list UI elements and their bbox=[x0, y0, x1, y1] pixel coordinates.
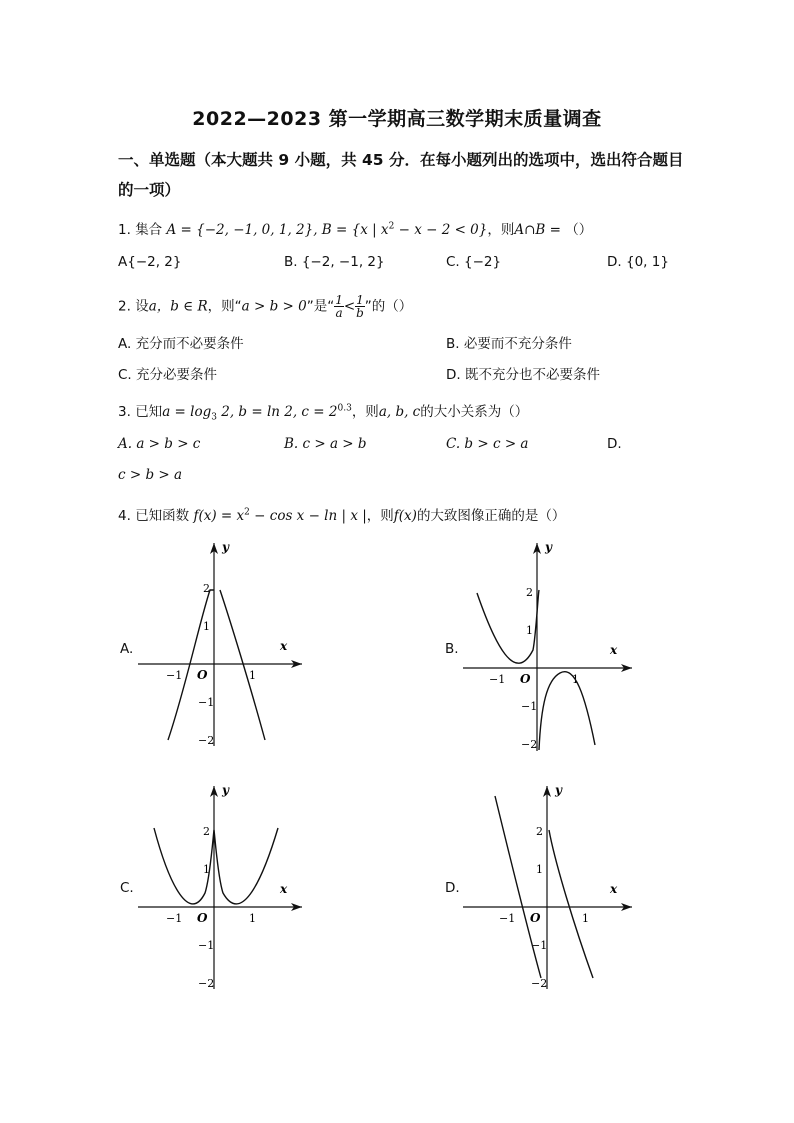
q2-option-b: B. 必要而不充分条件 bbox=[446, 336, 572, 352]
y-tick-label: 2 bbox=[536, 825, 543, 838]
q2-mid: ，则“ bbox=[207, 298, 242, 315]
graph-b bbox=[455, 535, 640, 755]
x-tick-label: −1 bbox=[166, 912, 183, 925]
q3-sup: 0.3 bbox=[337, 403, 352, 414]
q2-frac-2: $\frac{1}{b}$ bbox=[356, 293, 364, 320]
x-tick-label: −1 bbox=[166, 669, 183, 682]
section-heading: 一、单选题（本大题共 9 小题，共 45 分．在每小题列出的选项中，选出符合题目的一项） bbox=[118, 151, 684, 199]
y-tick-label: 1 bbox=[526, 624, 533, 637]
q2-option-a: A. 充分而不必要条件 bbox=[118, 336, 244, 352]
x-axis-label: x bbox=[280, 639, 288, 653]
question-3 bbox=[118, 400, 528, 423]
question-1 bbox=[118, 218, 592, 238]
x-tick-label: 1 bbox=[249, 669, 256, 682]
q1-tail: = （） bbox=[549, 222, 593, 238]
graph-d-curve-right bbox=[549, 830, 593, 978]
q3-tail: ，则 bbox=[351, 404, 379, 420]
y-axis-label: y bbox=[555, 783, 562, 797]
q2-cond1: a > b > 0 bbox=[241, 298, 307, 315]
q2-option-c: C. 充分必要条件 bbox=[118, 367, 218, 383]
q2-frac-1: $\frac{1}{a}$ bbox=[335, 293, 343, 320]
q3-prefix: 已知 bbox=[135, 404, 163, 420]
q3-vars: a, b, c bbox=[378, 404, 421, 420]
y-tick-label: 2 bbox=[203, 825, 210, 838]
y-tick-label: −1 bbox=[198, 939, 215, 952]
origin-label: O bbox=[197, 911, 208, 925]
q1-set-b: − x − 2 < 0} bbox=[394, 222, 488, 238]
q1-prefix: 集合 bbox=[135, 222, 163, 238]
graph-c bbox=[130, 778, 310, 993]
q2-prefix: 设 bbox=[135, 298, 149, 315]
q4-func: f(x) = x bbox=[193, 508, 245, 524]
q2-option-d: D. 既不充分也不必要条件 bbox=[446, 367, 600, 383]
origin-label: O bbox=[197, 668, 208, 682]
graph-c-curve bbox=[154, 828, 278, 904]
q4-f: f(x) bbox=[393, 508, 417, 524]
q1-expr: A∩B bbox=[514, 222, 546, 238]
origin-label: O bbox=[520, 672, 531, 686]
graph-label-b: B. bbox=[445, 641, 459, 657]
q4-mid: ，则 bbox=[366, 508, 394, 524]
y-tick-label: 2 bbox=[203, 582, 210, 595]
q3-number: 3. bbox=[118, 404, 131, 420]
graph-label-c: C. bbox=[120, 880, 134, 896]
y-tick-label: −2 bbox=[198, 734, 215, 747]
q3-tail2: 的大小关系为（） bbox=[420, 404, 529, 420]
graph-d-axes bbox=[463, 783, 632, 990]
y-axis-label: y bbox=[222, 540, 229, 554]
x-tick-label: 1 bbox=[582, 912, 589, 925]
q4-number: 4. bbox=[118, 508, 131, 524]
graph-c-axes bbox=[138, 783, 302, 990]
question-4 bbox=[118, 504, 565, 524]
q3-expr2: 2, b = ln 2, c = 2 bbox=[216, 404, 338, 420]
graph-d bbox=[455, 778, 640, 993]
q2-mid2: ”是“ bbox=[306, 298, 335, 315]
graph-b-axes bbox=[463, 540, 632, 751]
q3-expr: a = log bbox=[162, 404, 212, 420]
q3-option-d-label: D. bbox=[607, 436, 622, 452]
y-tick-label: −1 bbox=[198, 696, 215, 709]
q3-option-a: A. a > b > c bbox=[118, 436, 201, 452]
q3-option-c: C. b > c > a bbox=[446, 436, 529, 452]
q4-prefix: 已知函数 bbox=[135, 508, 190, 524]
q4-sup: 2 bbox=[244, 507, 250, 518]
q1-option-b: B. {−2, −1, 2} bbox=[284, 254, 385, 270]
x-tick-label: 1 bbox=[572, 673, 579, 686]
y-tick-label: 2 bbox=[526, 586, 533, 599]
graph-a-axes bbox=[138, 540, 302, 747]
q1-option-d: D. {0, 1} bbox=[607, 254, 669, 270]
graph-b-curve-right bbox=[539, 672, 595, 750]
y-axis-label: y bbox=[545, 540, 552, 554]
y-tick-label: −1 bbox=[531, 939, 548, 952]
graph-a-curve bbox=[168, 590, 265, 740]
q2-vars: a，b ∈ R bbox=[148, 298, 208, 315]
q1-sup: 2 bbox=[388, 221, 395, 232]
y-tick-label: −2 bbox=[198, 977, 215, 990]
x-axis-label: x bbox=[610, 882, 618, 896]
q2-tail: ”的（） bbox=[364, 298, 413, 315]
q1-mid: ，则 bbox=[487, 222, 515, 238]
page-title: 2022—2023 第一学期高三数学期末质量调查 bbox=[192, 108, 602, 130]
q3-option-d: c > b > a bbox=[118, 467, 183, 483]
graph-d-curve-left bbox=[495, 796, 541, 978]
graph-label-d: D. bbox=[445, 880, 460, 896]
q1-option-c: C. {−2} bbox=[446, 254, 502, 270]
y-tick-label: 1 bbox=[536, 863, 543, 876]
y-axis-label: y bbox=[222, 783, 229, 797]
x-tick-label: −1 bbox=[499, 912, 516, 925]
x-tick-label: 1 bbox=[249, 912, 256, 925]
q2-number: 2. bbox=[118, 298, 131, 315]
y-tick-label: 1 bbox=[203, 620, 210, 633]
q1-option-a: A{−2, 2} bbox=[118, 254, 182, 270]
q3-option-b: B. c > a > b bbox=[284, 436, 367, 452]
x-tick-label: −1 bbox=[489, 673, 506, 686]
q3-sub: 3 bbox=[211, 412, 217, 423]
x-axis-label: x bbox=[280, 882, 288, 896]
q4-func2: − cos x − ln | x | bbox=[249, 508, 367, 524]
y-tick-label: −2 bbox=[521, 738, 538, 751]
q2-lt: < bbox=[343, 298, 356, 315]
y-tick-label: −1 bbox=[521, 700, 538, 713]
y-tick-label: 1 bbox=[203, 863, 210, 876]
origin-label: O bbox=[530, 911, 541, 925]
q1-set-a: A = {−2, −1, 0, 1, 2}, B = {x | x bbox=[166, 222, 389, 238]
graph-a bbox=[130, 535, 310, 750]
graph-label-a: A. bbox=[120, 641, 134, 657]
q1-number: 1. bbox=[118, 222, 131, 238]
q4-tail: 的大致图像正确的是（） bbox=[416, 508, 566, 524]
y-tick-label: −2 bbox=[531, 977, 548, 990]
x-axis-label: x bbox=[610, 643, 618, 657]
question-2 bbox=[118, 294, 412, 319]
